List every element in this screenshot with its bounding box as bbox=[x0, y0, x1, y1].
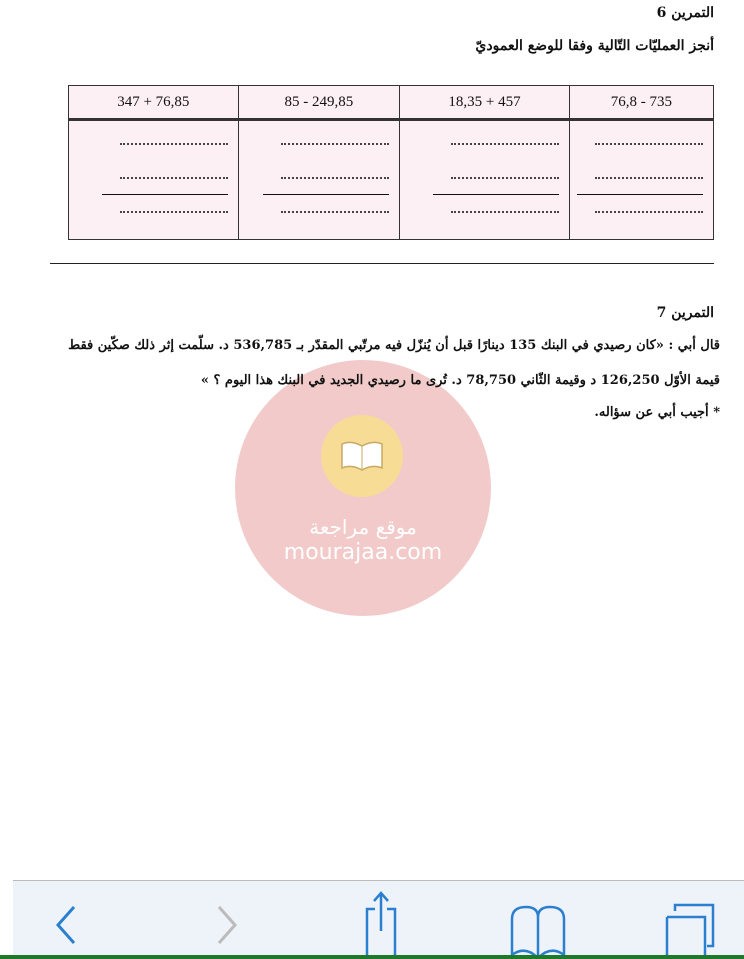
share-icon[interactable] bbox=[363, 887, 399, 957]
exercise7-line3: * أجيب أبي عن سؤاله. bbox=[594, 405, 720, 420]
tabs-icon[interactable] bbox=[663, 901, 723, 956]
answer-area[interactable] bbox=[400, 121, 569, 239]
watermark-arabic: موقع مراجعة bbox=[309, 515, 417, 539]
back-icon[interactable] bbox=[50, 901, 80, 946]
exercise7-title: التمرين 7 bbox=[656, 305, 714, 321]
exercise7-line2: قيمة الأوّل 126,250 د وقيمة الثّاني 78,750 د. تُرى ما رصيدي الجديد في البنك هذا اليوم ؟ » bbox=[200, 373, 720, 388]
answer-area[interactable] bbox=[239, 121, 400, 239]
bookmarks-icon[interactable] bbox=[508, 903, 568, 958]
bottom-edge bbox=[0, 955, 744, 959]
answer-area[interactable] bbox=[570, 121, 713, 239]
answer-area[interactable] bbox=[69, 121, 238, 239]
operation-cell: 347 + 76,85 bbox=[69, 86, 239, 120]
watermark-latin: mourajaa.com bbox=[283, 540, 443, 565]
watermark bbox=[235, 360, 491, 616]
operation-cell: 18,35 + 457 bbox=[400, 86, 570, 120]
forward-icon[interactable] bbox=[213, 901, 243, 946]
book-logo-icon bbox=[321, 415, 403, 497]
operation-cell: 76,8 - 735 bbox=[569, 86, 713, 120]
browser-toolbar bbox=[13, 880, 744, 956]
operations-table bbox=[68, 85, 714, 240]
section-divider bbox=[50, 263, 714, 264]
exercise6-title: التمرين 6 bbox=[656, 5, 714, 21]
exercise6-instruction: أنجز العمليّات التّالية وفقا للوضع العموديّ bbox=[475, 38, 714, 54]
operation-cell: 85 - 249,85 bbox=[238, 86, 400, 120]
exercise7-line1: قال أبي : «كان رصيدي في البنك 135 دينارًا قبل أن يُنزّل فيه مرتّبي المقدّر بـ 536,785 د. سلّمت إثر ذلك صكّين فقط bbox=[68, 338, 720, 353]
